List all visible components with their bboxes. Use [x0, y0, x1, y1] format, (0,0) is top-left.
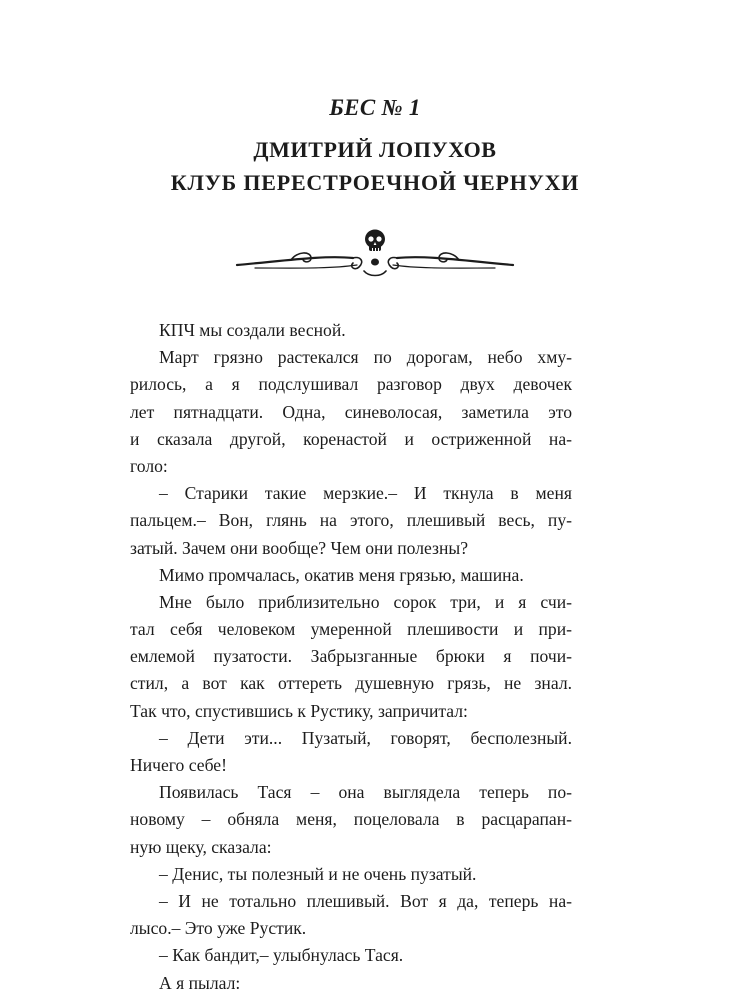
paragraph — [130, 725, 572, 779]
text-line: – Старики такие мерзкие.– И ткнула в меня — [159, 483, 572, 504]
text-line: Мимо промчалась, окатив меня грязью, машина. — [159, 564, 524, 585]
text-line: пальцем.– Вон, глянь на этого, плешивый весь, пу- — [130, 510, 572, 531]
paragraph — [130, 888, 572, 942]
text-line: А я пылал: — [159, 972, 241, 993]
text-line: – И не тотально плешивый. Вот я да, теперь на- — [159, 890, 572, 911]
text-line: затый. Зачем они вообще? Чем они полезны? — [130, 537, 469, 558]
paragraph — [130, 970, 572, 997]
author-name: ДМИТРИЙ ЛОПУХОВ — [253, 137, 497, 162]
text-line: рилось, а я подслушивал разговор двух девочек — [130, 374, 572, 395]
text-line: тал себя человеком умеренной плешивости и при- — [130, 619, 572, 640]
skull-icon — [365, 230, 385, 266]
series-title: БЕС № 1 — [329, 95, 421, 120]
paragraph — [130, 779, 572, 861]
paragraph — [130, 344, 572, 480]
paragraph — [130, 589, 572, 725]
text-line: КПЧ мы создали весной. — [159, 320, 346, 340]
text-line: Ничего себе! — [130, 755, 227, 775]
text-line: лет пятнадцати. Одна, синеволосая, заметила это — [130, 401, 572, 422]
paragraph — [130, 480, 572, 562]
text-line: Появилась Тася – она выглядела теперь по- — [159, 782, 572, 803]
story-body — [130, 317, 572, 997]
text-line: ную щеку, сказала: — [130, 836, 272, 857]
text-line: стил, а вот как оттереть душевную грязь, не знал. — [130, 673, 572, 694]
paragraph — [130, 942, 572, 969]
text-line: – Как бандит,– улыбнулась Тася. — [159, 945, 404, 966]
text-line: и сказала другой, коренастой и остриженной на- — [130, 428, 572, 449]
text-line: – Дети эти... Пузатый, говорят, бесполезный. — [159, 727, 572, 748]
paragraph — [130, 562, 572, 589]
text-line: Так что, спустившись к Рустику, запричитал: — [130, 700, 468, 721]
paragraph — [130, 861, 572, 888]
text-line: – Денис, ты полезный и не очень пузатый. — [159, 863, 477, 884]
text-line: лысо.– Это уже Рустик. — [130, 918, 307, 939]
text-line: емлемой пузатости. Забрызганные брюки я почи- — [130, 646, 572, 667]
story-title: КЛУБ ПЕРЕСТРОЕЧНОЙ ЧЕРНУХИ — [170, 170, 580, 195]
text-line: новому – обняла меня, поцеловала в расцарапан- — [130, 809, 572, 830]
ornament-divider — [233, 225, 517, 281]
text-line: голо: — [130, 455, 168, 476]
text-line: Мне было приблизительно сорок три, и я счи- — [159, 591, 572, 612]
paragraph — [130, 317, 572, 344]
text-line: Март грязно растекался по дорогам, небо хму- — [159, 347, 572, 368]
